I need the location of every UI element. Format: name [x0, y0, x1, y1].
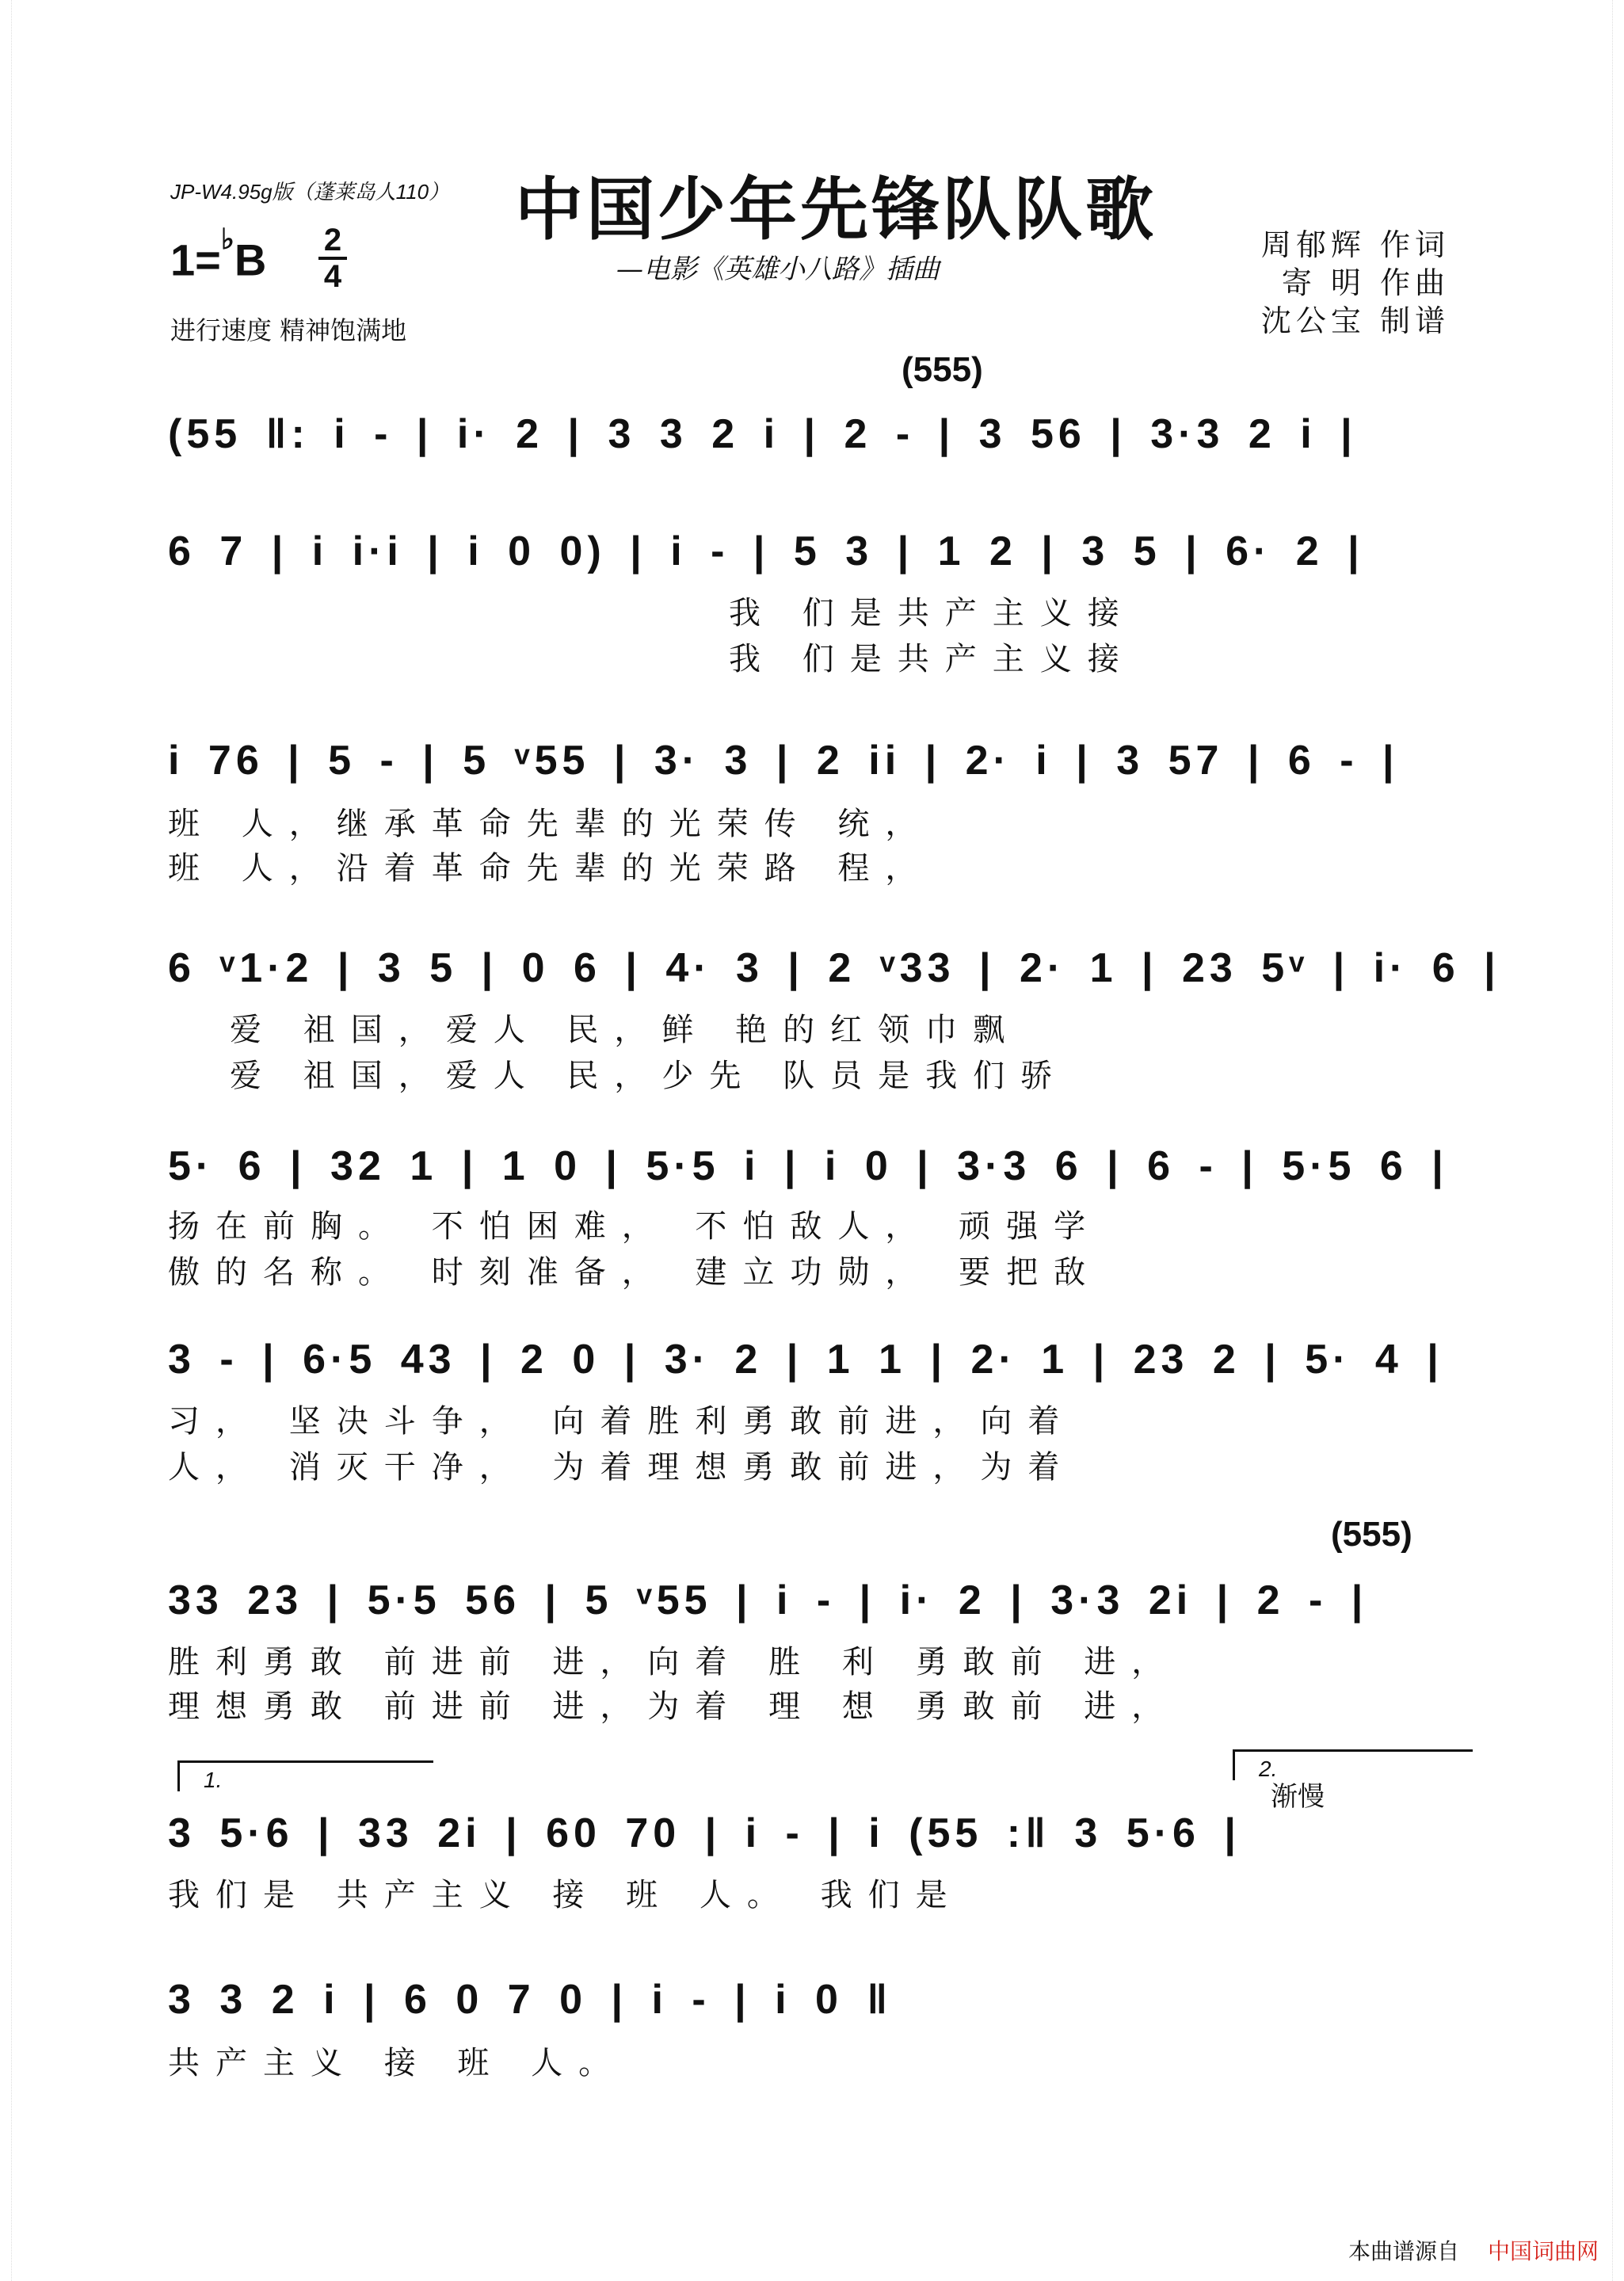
- key-signature: [170, 223, 267, 286]
- lyric-row-4-verse-1: 爱 祖国，爱人 民，鲜 艳的红领巾飘: [230, 1012, 1021, 1048]
- tempo-marking: 进行速度 精神饱满地: [170, 315, 407, 345]
- notation-row-4: 6 ᵛ1·2 | 3 5 | 0 6 | 4· 3 | 2 ᵛ33 | 2· 1 | 23 5ᵛ | i· 6 |: [168, 945, 1500, 991]
- lyric-row-6-verse-2: 人， 消灭干净， 为着理想勇敢前进，为着: [168, 1449, 1076, 1486]
- version-label: JP-W4.95g版（蓬莱岛人110）: [170, 180, 450, 204]
- tempo-change-marking: 渐慢: [1271, 1781, 1325, 1813]
- key-prefix: 1=: [170, 235, 221, 285]
- arranger-credit: 沈公宝 制谱: [1260, 303, 1450, 338]
- notation-row-7: 33 23 | 5·5 56 | 5 ᵛ55 | i - | i· 2 | 3·3 2i | 2 - |: [168, 1577, 1368, 1623]
- lyric-row-5-verse-2: 傲的名称。 时刻准备， 建立功勋， 要把敌: [168, 1254, 1102, 1291]
- composer-credit: 寄 明 作曲: [1281, 265, 1450, 300]
- song-title: 中国少年先锋队队歌: [515, 170, 1157, 250]
- alt-pickup-marker: (555): [902, 350, 983, 389]
- notation-row-1: (55 ‖: i - | i· 2 | 3 3 2 i | 2 - | 3 56 | 3·3 2 i |: [168, 411, 1357, 457]
- lyric-row-4-verse-2: 爱 祖国，爱人 民，少先 队员是我们骄: [230, 1058, 1069, 1094]
- flat-symbol: ♭: [220, 223, 234, 255]
- notation-row-3: i 76 | 5 - | 5 ᵛ55 | 3· 3 | 2 ii | 2· i | 3 57 | 6 - |: [168, 738, 1399, 784]
- lyric-row-2-verse-1: 我 们是共产主义接: [729, 595, 1135, 631]
- lyric-row-7-verse-1: 胜利勇敢 前进前 进，向着 胜 利 勇敢前 进，: [168, 1644, 1180, 1680]
- time-bottom: 4: [323, 259, 342, 294]
- notation-row-2: 6 7 | i i·i | i 0 0) | i - | 5 3 | 1 2 | 3 5 | 6· 2 |: [168, 528, 1364, 574]
- notation-row-6: 3 - | 6·5 43 | 2 0 | 3· 2 | 1 1 | 2· 1 | 23 2 | 5· 4 |: [168, 1337, 1443, 1383]
- left-watermark-strip: [0, 0, 12, 2281]
- footer-source-label: 本曲谱源自: [1348, 2238, 1460, 2264]
- second-ending-label: 2.: [1259, 1757, 1278, 1781]
- time-top: 2: [323, 223, 342, 257]
- lyric-row-3-verse-1: 班 人，继承革命先辈的光荣传 统，: [168, 806, 933, 842]
- lyric-row-8: 我们是 共产主义 接 班 人。 我们是: [168, 1877, 963, 1913]
- alt-pickup-marker-2: (555): [1331, 1515, 1412, 1554]
- time-signature: [318, 225, 347, 292]
- lyric-row-3-verse-2: 班 人，沿着革命先辈的光荣路 程，: [168, 850, 933, 887]
- second-ending-bracket: [1233, 1749, 1473, 1780]
- lyricist-credit: 周郁辉 作词: [1260, 227, 1450, 262]
- song-subtitle: —电影《英雄小八路》插曲: [616, 254, 940, 285]
- lyric-row-2-verse-2: 我 们是共产主义接: [729, 641, 1135, 677]
- notation-row-8: 3 5·6 | 33 2i | 60 70 | i - | i (55 :‖ 3 5·6 |: [168, 1810, 1241, 1856]
- lyric-row-9: 共产主义 接 班 人。: [168, 2045, 627, 2081]
- right-watermark-strip: [1612, 0, 1624, 2281]
- lyric-row-7-verse-2: 理想勇敢 前进前 进，为着 理 想 勇敢前 进，: [168, 1688, 1180, 1725]
- first-ending-bracket: [177, 1760, 433, 1791]
- key-note: B: [234, 235, 267, 285]
- lyric-row-5-verse-1: 扬在前胸。 不怕困难， 不怕敌人， 顽强学: [168, 1208, 1102, 1245]
- notation-row-5: 5· 6 | 32 1 | 1 0 | 5·5 i | i 0 | 3·3 6 | 6 - | 5·5 6 |: [168, 1143, 1448, 1189]
- first-ending-label: 1.: [204, 1768, 223, 1792]
- footer-site-link[interactable]: 中国词曲网: [1488, 2238, 1599, 2264]
- lyric-row-6-verse-1: 习， 坚决斗争， 向着胜利勇敢前进，向着: [168, 1403, 1076, 1440]
- notation-row-9: 3 3 2 i | 6 0 7 0 | i - | i 0 ‖: [168, 1977, 893, 2023]
